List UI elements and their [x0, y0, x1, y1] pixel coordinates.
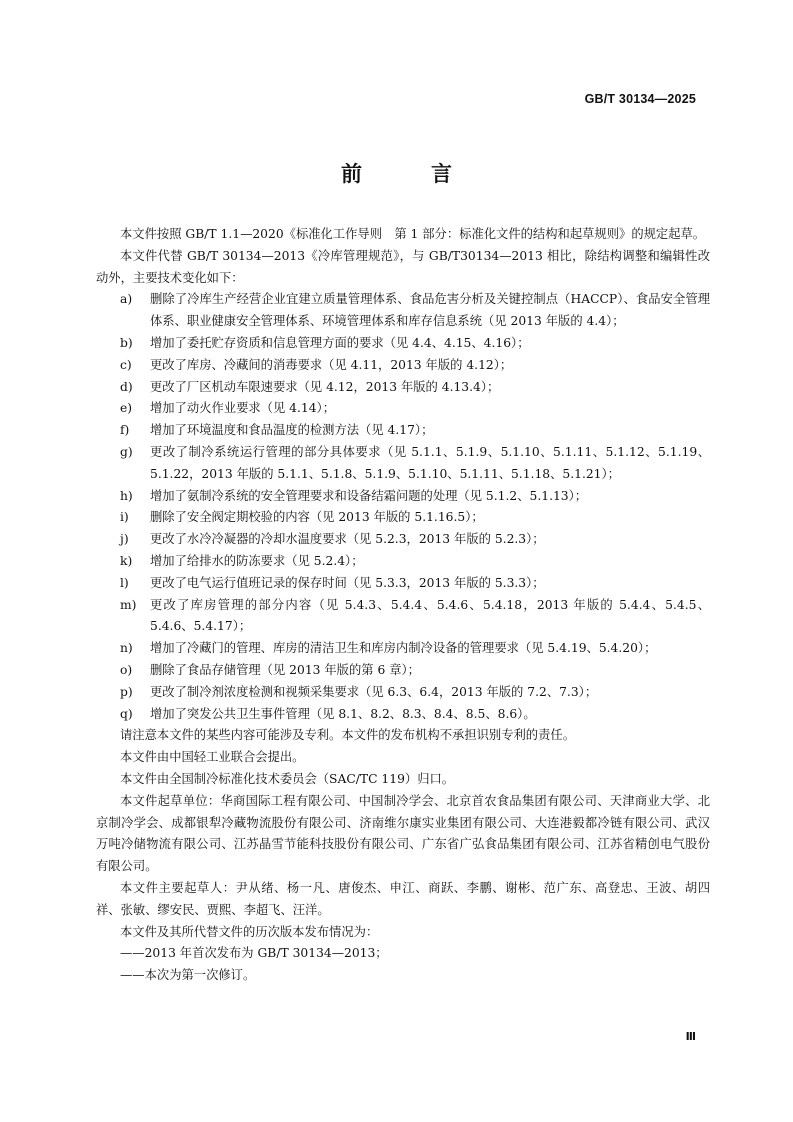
paragraph-patent-notice: 请注意本文件的某些内容可能涉及专利。本文件的发布机构不承担识别专利的责任。: [120, 728, 575, 743]
list-item: [96, 704, 710, 726]
list-item: [96, 486, 710, 508]
list-item: [96, 420, 710, 442]
item-marker: g): [120, 444, 133, 459]
item-text: 增加了委托贮存资质和信息管理方面的要求（见 4.4、4.15、4.16）；: [150, 335, 530, 350]
list-item: [96, 398, 710, 420]
paragraph-drafters: 本文件主要起草人：尹从绪、杨一凡、唐俊杰、申江、商跃、李鹏、谢彬、范广东、高登忠、王波、胡四祥、张敏、缪安民、贾熙、李超飞、汪洋。: [96, 880, 710, 917]
item-marker: k): [120, 553, 133, 568]
item-text: 删除了食品存储管理（见 2013 年版的第 6 章）；: [150, 662, 420, 677]
standard-code: GB/T 30134—2025: [584, 92, 696, 106]
list-item: [96, 551, 710, 573]
list-item: [96, 638, 710, 660]
item-text: 更改了电气运行值班记录的保存时间（见 5.3.3，2013 年版的 5.3.3）；: [150, 575, 545, 590]
item-text: 更改了库房管理的部分内容（见 5.4.3、5.4.4、5.4.6、5.4.18，2013 年版的 5.4.4、5.4.5、5.4.6、5.4.17）；: [150, 597, 710, 634]
item-text: 更改了库房、冷藏间的消毒要求（见 4.11，2013 年版的 4.12）；: [150, 357, 513, 372]
item-marker: f): [120, 423, 130, 438]
item-marker: b): [120, 335, 133, 350]
item-marker: a): [120, 292, 133, 307]
paragraph-technical-committee: 本文件由全国制冷标准化技术委员会（SAC/TC 119）归口。: [120, 771, 455, 786]
item-text: 更改了制冷剂浓度检测和视频采集要求（见 6.3、6.4，2013 年版的 7.2、7.3）；: [150, 684, 598, 699]
item-text: 更改了水冷冷凝器的冷却水温度要求（见 5.2.3，2013 年版的 5.2.3）；: [150, 532, 545, 547]
history-item: ——2013 年首次发布为 GB/T 30134—2013；: [120, 946, 388, 961]
item-text: 增加了给排水的防冻要求（见 5.2.4）；: [150, 553, 364, 568]
list-item: [96, 289, 710, 333]
item-marker: j): [120, 532, 129, 547]
paragraph-history-intro: 本文件及其所代替文件的历次版本发布情况为：: [120, 924, 379, 939]
item-marker: h): [120, 488, 133, 503]
list-item: [96, 507, 710, 529]
history-item: ——本次为第一次修订。: [120, 968, 256, 983]
list-item: [96, 377, 710, 399]
list-item: [96, 595, 710, 639]
list-item: [96, 660, 710, 682]
item-marker: q): [120, 706, 133, 721]
list-item: [96, 573, 710, 595]
item-marker: o): [120, 662, 133, 677]
paragraph-replacement: 本文件代替 GB/T 30134—2013《冷库管理规范》，与 GB/T30134—2013 相比，除结构调整和编辑性改动外，主要技术变化如下：: [96, 248, 710, 285]
item-marker: e): [120, 401, 133, 416]
item-text: 删除了安全阀定期校验的内容（见 2013 年版的 5.1.16.5）；: [150, 510, 484, 525]
item-marker: m): [120, 597, 137, 612]
list-item: [96, 682, 710, 704]
item-marker: d): [120, 379, 133, 394]
technical-changes-list: [96, 289, 710, 725]
list-item: [96, 442, 710, 486]
paragraph-drafting-units: 本文件起草单位：华商国际工程有限公司、中国制冷学会、北京首农食品集团有限公司、天津商业大学、北京制冷学会、成都银犁冷藏物流股份有限公司、济南维尔康实业集团有限公司、大连港毅都冷链有限公司、武汉万吨冷储物流有限公司、江苏晶雪节能科技股份有限公司、广东省广弘食品集团有限公司、江苏省精创电气股份有限公司。: [96, 793, 710, 874]
item-text: 更改了制冷系统运行管理的部分具体要求（见 5.1.1、5.1.9、5.1.10、5.1.11、5.1.12、5.1.19、5.1.22，2013 年版的 5.1.1、5.1.8、5.1.9、5.1.10、5.1.11、5.1.18、5.1.21）；: [150, 444, 710, 481]
item-marker: p): [120, 684, 133, 699]
list-item: [96, 355, 710, 377]
list-item: [96, 333, 710, 355]
item-text: 增加了突发公共卫生事件管理（见 8.1、8.2、8.3、8.4、8.5、8.6）。: [150, 706, 536, 721]
page-title: 前 言: [341, 162, 476, 186]
item-text: 更改了厂区机动车限速要求（见 4.12，2013 年版的 4.13.4）；: [150, 379, 500, 394]
item-text: 增加了动火作业要求（见 4.14）；: [150, 401, 335, 416]
item-marker: c): [120, 357, 132, 372]
paragraph-proposer: 本文件由中国轻工业联合会提出。: [120, 750, 305, 765]
item-text: 增加了冷藏门的管理、库房的清洁卫生和库房内制冷设备的管理要求（见 5.4.19、5.4.20）；: [150, 641, 657, 656]
foreword-body: [96, 224, 710, 987]
paragraph-drafting-rules: 本文件按照 GB/T 1.1—2020《标准化工作导则 第 1 部分：标准化文件的结构和起草规则》的规定起草。: [120, 227, 706, 241]
list-item: [96, 529, 710, 551]
item-text: 增加了环境温度和食品温度的检测方法（见 4.17）；: [150, 423, 434, 438]
item-text: 增加了氨制冷系统的安全管理要求和设备结霜问题的处理（见 5.1.2、5.1.13）；: [150, 488, 588, 503]
item-text: 删除了冷库生产经营企业宜建立质量管理体系、食品危害分析及关键控制点（HACCP）、食品安全管理体系、职业健康安全管理体系、环境管理体系和库存信息系统（见 2013 年版的 4.4）；: [150, 292, 710, 329]
item-marker: l): [120, 575, 129, 590]
item-marker: n): [120, 641, 133, 656]
item-marker: i): [120, 510, 129, 525]
page-number: Ⅲ: [685, 1031, 696, 1043]
